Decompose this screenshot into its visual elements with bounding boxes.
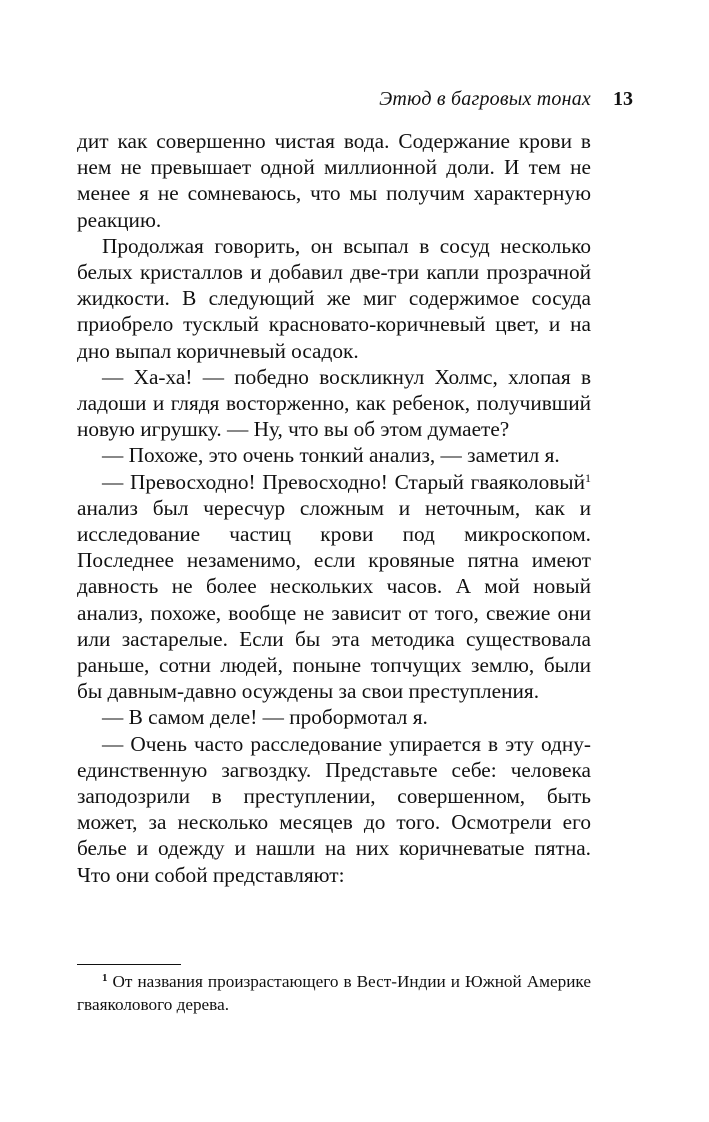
paragraph-1: дит как совершенно чистая вода. Содержание крови в нем не превышает одной миллионной доли. И тем не менее я не сомневаюсь, что мы получим характерную реакцию.: [77, 129, 591, 232]
paragraph-3: — Ха-ха! — победно воскликнул Холмс, хлопая в ладоши и глядя восторженно, как ребенок, получивший новую игрушку. — Ну, что вы об этом думаете?: [77, 364, 591, 442]
footnote-marker: 1: [102, 972, 108, 984]
paragraph-4: — Похоже, это очень тонкий анализ, — заметил я.: [102, 443, 560, 468]
footnote-reference: 1: [585, 470, 591, 485]
footnote: [77, 970, 591, 1016]
running-title: Этюд в багровых тонах: [379, 88, 591, 110]
paragraph-5-start: — Превосходно! Превосходно! Старый гваяколовый: [102, 469, 585, 494]
paragraph-5-rest: анализ был чересчур сложным и неточным, как и исследование частиц крови под микроскопом. Последнее незаменимо, если кровяные пятна имеют давность не более нескольких часов. А мой новый анализ, похоже, вообще не зависит от того, свежие они или застарелые. Если бы эта методика существовала раньше, сотни людей, поныне топчущих землю, были бы давным-давно осуждены за свои преступления.: [77, 495, 591, 704]
main-text: [77, 128, 591, 888]
paragraph-7: — Очень часто расследование упирается в эту одну-единственную загвоздку. Представьте себе: человека заподозрили в преступлении, совершенном, быть может, за несколько месяцев до того. Осмотрели его белье и одежду и нашли на них коричневатые пятна. Что они собой представляют:: [77, 731, 591, 887]
paragraph-6: — В самом деле! — пробормотал я.: [102, 705, 428, 730]
footnote-text: От названия произрастающего в Вест-Индии и Южной Америке гваяколового дерева.: [77, 972, 591, 1014]
footnote-divider: [77, 964, 181, 965]
page-number: 13: [613, 88, 633, 110]
paragraph-5: [77, 469, 591, 705]
paragraph-2: Продолжая говорить, он всыпал в сосуд несколько белых кристаллов и добавил две-три капли прозрачной жидкости. В следующий же миг содержимое сосуда приобрело тусклый красновато-коричневый цвет, и на дно выпал коричневый осадок.: [77, 233, 591, 363]
